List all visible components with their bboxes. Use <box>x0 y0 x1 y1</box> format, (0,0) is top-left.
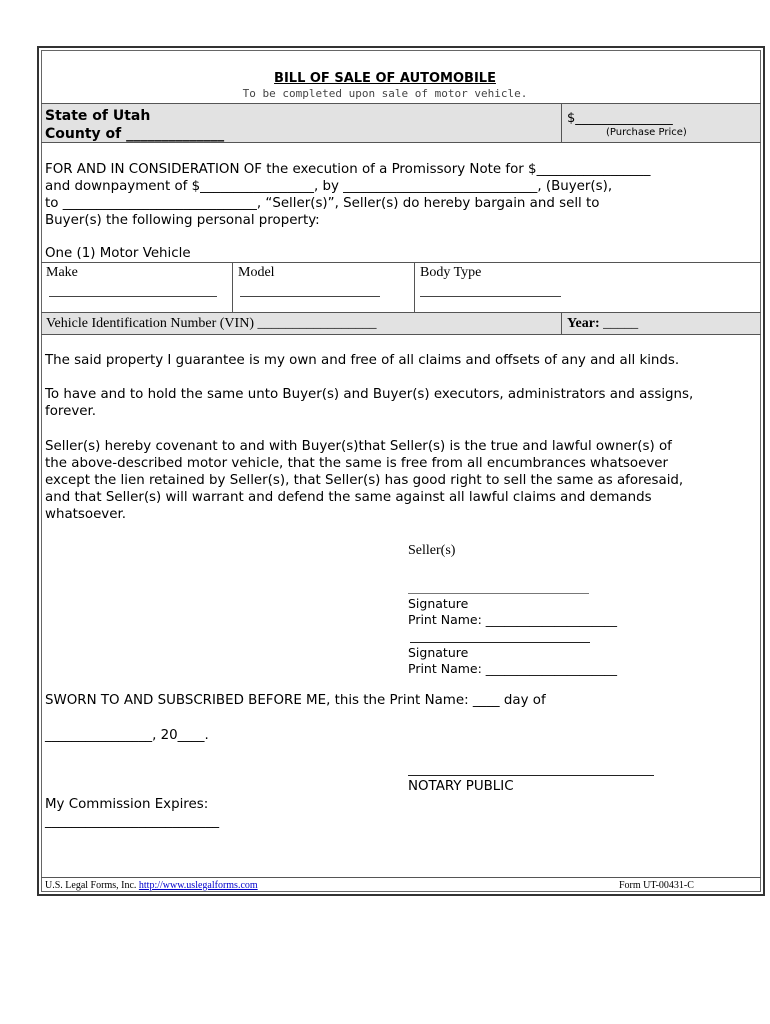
sworn-statement: SWORN TO AND SUBSCRIBED BEFORE ME, this the Print Name: ____ day of <box>45 693 546 708</box>
covenant-line-2: the above-described motor vehicle, that the same is free from all encumbrances whatsoever <box>45 456 669 471</box>
state-label: State of Utah <box>45 108 151 124</box>
notary-public-label: NOTARY PUBLIC <box>408 779 514 794</box>
hold-line-1: To have and to hold the same unto Buyer(s) and Buyer(s) executors, administrators and assigns, <box>45 387 694 402</box>
footer-publisher <box>45 880 258 891</box>
signature-1-label: Signature <box>408 596 469 611</box>
vin-field[interactable]: Vehicle Identification Number (VIN) _________________ <box>46 316 377 331</box>
body-type-label: Body Type <box>420 265 482 280</box>
divider <box>561 313 562 334</box>
divider <box>41 334 761 335</box>
year-field[interactable]: _____ <box>603 316 639 331</box>
divider <box>414 262 415 312</box>
notary-signature-line[interactable] <box>408 775 654 776</box>
divider <box>561 104 562 142</box>
consideration-line-1: FOR AND IN CONSIDERATION OF the execution of a Promissory Note for $_________________ <box>45 162 651 177</box>
purchase-price-field[interactable]: $_______________ <box>567 111 673 126</box>
year-label: Year: <box>567 316 600 331</box>
form-title: BILL OF SALE OF AUTOMOBILE <box>274 71 496 86</box>
consideration-line-4: Buyer(s) the following personal property: <box>45 213 320 228</box>
consideration-line-2: and downpayment of $_________________, by _____________________________, (Buyer(s), <box>45 179 613 194</box>
commission-expires-label: My Commission Expires: <box>45 797 209 812</box>
covenant-line-4: and that Seller(s) will warrant and defend the same against all lawful claims and demands <box>45 490 652 505</box>
footer-publisher-name: U.S. Legal Forms, Inc. <box>45 880 137 891</box>
signature-2-label: Signature <box>408 645 469 660</box>
hold-line-2: forever. <box>45 404 97 419</box>
consideration-line-3: to _____________________________, “Seller(s)”, Seller(s) do hereby bargain and sell to <box>45 196 600 211</box>
signature-line-1[interactable] <box>408 593 589 594</box>
divider <box>41 142 761 143</box>
notary-date-field[interactable]: ________________, 20____. <box>45 728 209 743</box>
commission-expires-field[interactable]: __________________________ <box>45 814 220 829</box>
divider <box>41 262 761 263</box>
divider <box>41 877 761 878</box>
form-subtitle: To be completed upon sale of motor vehicle. <box>242 87 528 100</box>
covenant-line-3: except the lien retained by Seller(s), that Seller(s) has good right to sell the same as aforesaid, <box>45 473 684 488</box>
guarantee-paragraph: The said property I guarantee is my own and free of all claims and offsets of any and all kinds. <box>45 353 680 368</box>
form-number: Form UT-00431-C <box>619 880 694 891</box>
covenant-line-1: Seller(s) hereby covenant to and with Buyer(s)that Seller(s) is the true and lawful owner(s) of <box>45 439 672 454</box>
make-label: Make <box>46 265 78 280</box>
body-type-field[interactable] <box>420 296 561 297</box>
model-field[interactable] <box>240 296 380 297</box>
print-name-2-field[interactable]: Print Name: _____________________ <box>408 661 618 676</box>
sellers-label: Seller(s) <box>408 543 456 558</box>
purchase-price-caption: (Purchase Price) <box>606 127 687 138</box>
vehicle-heading: One (1) Motor Vehicle <box>45 246 191 261</box>
covenant-line-5: whatsoever. <box>45 507 126 522</box>
divider <box>232 262 233 312</box>
footer-link[interactable]: http://www.uslegalforms.com <box>138 880 258 891</box>
print-name-1-field[interactable]: Print Name: _____________________ <box>408 612 618 627</box>
county-field[interactable]: County of ______________ <box>45 126 225 142</box>
signature-line-2[interactable] <box>410 642 590 643</box>
make-field[interactable] <box>49 296 217 297</box>
model-label: Model <box>238 265 275 280</box>
